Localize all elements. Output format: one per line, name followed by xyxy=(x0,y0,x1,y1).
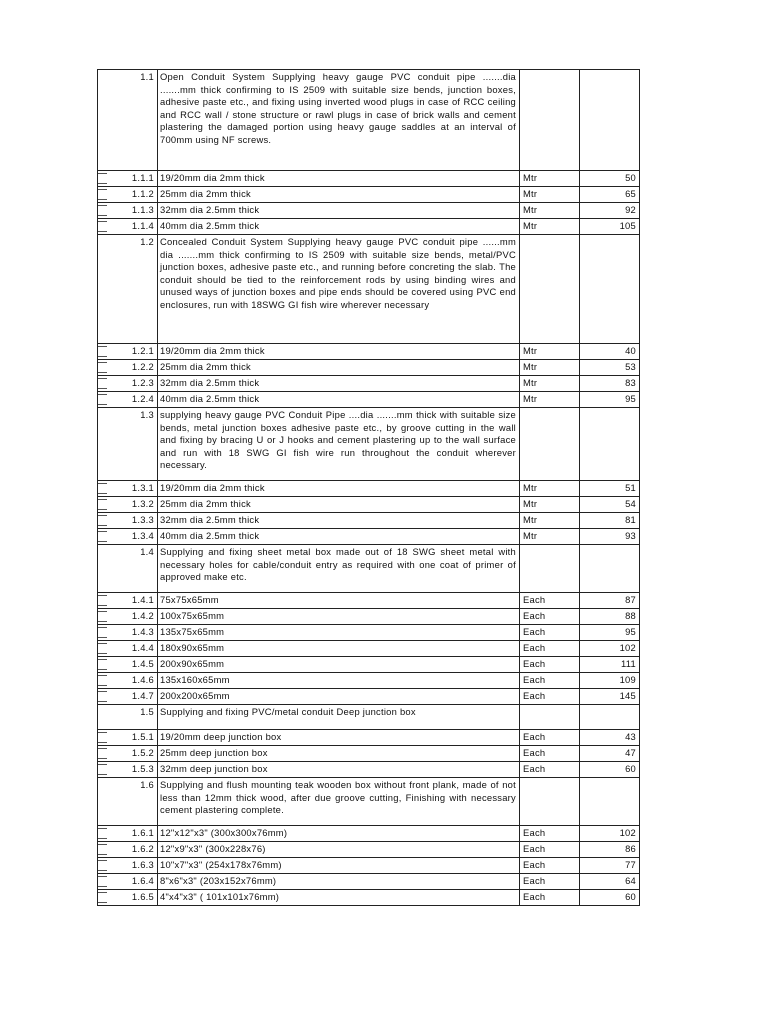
item-number-text: 1.4.4 xyxy=(131,642,154,653)
unit-cell: Each xyxy=(520,609,580,625)
unit-cell: Mtr xyxy=(520,497,580,513)
item-number xyxy=(98,235,158,344)
item-description: 12"x12"x3" (300x300x76mm) xyxy=(158,826,520,842)
row-checkbox[interactable] xyxy=(98,394,108,405)
unit-cell xyxy=(520,70,580,171)
item-number xyxy=(98,392,158,408)
unit-cell: Each xyxy=(520,673,580,689)
item-description: 75x75x65mm xyxy=(158,593,520,609)
row-checkbox[interactable] xyxy=(98,659,108,670)
rate-cell: 60 xyxy=(580,890,640,906)
rate-cell: 105 xyxy=(580,219,640,235)
item-number xyxy=(98,545,158,593)
item-number-text: 1.3.3 xyxy=(131,514,154,525)
item-number-text: 1.5 xyxy=(140,706,154,717)
item-row xyxy=(98,497,640,513)
row-checkbox[interactable] xyxy=(98,362,108,373)
row-checkbox[interactable] xyxy=(98,346,108,357)
item-description: 135x75x65mm xyxy=(158,625,520,641)
rate-cell: 93 xyxy=(580,529,640,545)
item-row xyxy=(98,625,640,641)
rate-cell: 50 xyxy=(580,171,640,187)
rate-cell: 81 xyxy=(580,513,640,529)
item-number-text: 1.1.1 xyxy=(131,172,154,183)
unit-cell xyxy=(520,778,580,826)
item-number-text: 1.3.2 xyxy=(131,498,154,509)
item-number xyxy=(98,858,158,874)
item-number-text: 1.4 xyxy=(140,546,154,557)
item-number-text: 1.6.3 xyxy=(131,859,154,870)
row-checkbox[interactable] xyxy=(98,860,108,871)
rate-cell xyxy=(580,235,640,344)
unit-cell: Each xyxy=(520,842,580,858)
item-row xyxy=(98,858,640,874)
item-row xyxy=(98,593,640,609)
item-number xyxy=(98,689,158,705)
item-row xyxy=(98,529,640,545)
item-row xyxy=(98,376,640,392)
unit-cell: Each xyxy=(520,641,580,657)
item-number xyxy=(98,625,158,641)
item-number-text: 1.5.1 xyxy=(131,731,154,742)
rate-cell: 47 xyxy=(580,746,640,762)
rate-cell: 54 xyxy=(580,497,640,513)
row-checkbox[interactable] xyxy=(98,643,108,654)
item-number xyxy=(98,890,158,906)
rate-cell: 60 xyxy=(580,762,640,778)
unit-cell: Each xyxy=(520,762,580,778)
unit-cell: Each xyxy=(520,874,580,890)
item-description: 25mm dia 2mm thick xyxy=(158,497,520,513)
item-description: 8"x6"x3" (203x152x76mm) xyxy=(158,874,520,890)
item-row xyxy=(98,513,640,529)
row-checkbox[interactable] xyxy=(98,173,108,184)
item-description: 12"x9"x3" (300x228x76) xyxy=(158,842,520,858)
item-number-text: 1.6.5 xyxy=(131,891,154,902)
item-number xyxy=(98,609,158,625)
unit-cell: Mtr xyxy=(520,344,580,360)
item-number-text: 1.1 xyxy=(140,71,154,82)
row-checkbox[interactable] xyxy=(98,483,108,494)
item-row xyxy=(98,171,640,187)
row-checkbox[interactable] xyxy=(98,611,108,622)
item-number xyxy=(98,842,158,858)
rate-cell xyxy=(580,70,640,171)
item-number-text: 1.6.1 xyxy=(131,827,154,838)
item-number xyxy=(98,203,158,219)
unit-cell xyxy=(520,408,580,481)
rate-cell: 51 xyxy=(580,481,640,497)
unit-cell: Mtr xyxy=(520,187,580,203)
unit-cell: Each xyxy=(520,689,580,705)
item-number xyxy=(98,874,158,890)
item-number-text: 1.4.3 xyxy=(131,626,154,637)
section-description: Supplying and flush mounting teak wooden box without front plank, made of not less than 12mm thick wood, after due groove cutting, Finishing with necessary cement plastering complete. xyxy=(158,778,520,826)
unit-cell: Each xyxy=(520,826,580,842)
row-checkbox[interactable] xyxy=(98,531,108,542)
rate-cell: 109 xyxy=(580,673,640,689)
item-description: 32mm dia 2.5mm thick xyxy=(158,513,520,529)
item-description: 19/20mm dia 2mm thick xyxy=(158,344,520,360)
unit-cell: Each xyxy=(520,858,580,874)
item-row xyxy=(98,609,640,625)
rate-cell: 95 xyxy=(580,392,640,408)
item-number xyxy=(98,408,158,481)
row-checkbox[interactable] xyxy=(98,892,108,903)
item-description: 200x90x65mm xyxy=(158,657,520,673)
row-checkbox[interactable] xyxy=(98,595,108,606)
unit-cell: Mtr xyxy=(520,513,580,529)
section-row xyxy=(98,70,640,171)
item-row xyxy=(98,344,640,360)
rate-cell: 77 xyxy=(580,858,640,874)
item-number-text: 1.4.2 xyxy=(131,610,154,621)
item-description: 40mm dia 2.5mm thick xyxy=(158,392,520,408)
item-row xyxy=(98,657,640,673)
section-description: supplying heavy gauge PVC Conduit Pipe ....dia .......mm thick with suitable size bends, metal junction boxes adhesive paste etc., by groove cutting in the wall and fixing by bracing U or J hooks and cement plastering up to the wall surface and run with 18 SWG GI fish wire run throughout the conduit wherever necessary. xyxy=(158,408,520,481)
item-number xyxy=(98,171,158,187)
item-number xyxy=(98,826,158,842)
rate-cell: 83 xyxy=(580,376,640,392)
rate-cell: 102 xyxy=(580,826,640,842)
row-checkbox[interactable] xyxy=(98,378,108,389)
rate-cell xyxy=(580,705,640,730)
item-description: 32mm deep junction box xyxy=(158,762,520,778)
item-number-text: 1.6.2 xyxy=(131,843,154,854)
item-number xyxy=(98,778,158,826)
rate-cell: 88 xyxy=(580,609,640,625)
rate-cell: 92 xyxy=(580,203,640,219)
item-number-text: 1.1.2 xyxy=(131,188,154,199)
unit-cell: Mtr xyxy=(520,481,580,497)
item-number xyxy=(98,376,158,392)
unit-cell: Mtr xyxy=(520,203,580,219)
item-description: 19/20mm deep junction box xyxy=(158,730,520,746)
unit-cell xyxy=(520,235,580,344)
item-row xyxy=(98,842,640,858)
item-description: 32mm dia 2.5mm thick xyxy=(158,203,520,219)
item-number-text: 1.6.4 xyxy=(131,875,154,886)
item-number-text: 1.2.2 xyxy=(131,361,154,372)
item-description: 4"x4"x3" ( 101x101x76mm) xyxy=(158,890,520,906)
item-description: 19/20mm dia 2mm thick xyxy=(158,171,520,187)
row-checkbox[interactable] xyxy=(98,205,108,216)
item-description: 32mm dia 2.5mm thick xyxy=(158,376,520,392)
item-number xyxy=(98,746,158,762)
row-checkbox[interactable] xyxy=(98,691,108,702)
item-number xyxy=(98,730,158,746)
rate-cell xyxy=(580,778,640,826)
unit-cell: Mtr xyxy=(520,529,580,545)
section-description: Concealed Conduit System Supplying heavy gauge PVC conduit pipe ......mm dia .......mm thick confirming to IS 2509 with suitable size bends, metal/PVC junction boxes, adhesive paste etc., and running before concreting the slab. The conduit should be tied to the reinforcement rods by using binding wires and unused ways of junction boxes and pipe ends should be covered using PVC end enclosures, run with 18SWG GI fish wire wherever necessary xyxy=(158,235,520,344)
row-checkbox[interactable] xyxy=(98,844,108,855)
row-checkbox[interactable] xyxy=(98,748,108,759)
row-checkbox[interactable] xyxy=(98,221,108,232)
unit-cell: Mtr xyxy=(520,360,580,376)
unit-cell: Each xyxy=(520,890,580,906)
section-description: Supplying and fixing PVC/metal conduit Deep junction box xyxy=(158,705,520,730)
row-checkbox[interactable] xyxy=(98,627,108,638)
item-number xyxy=(98,529,158,545)
item-row xyxy=(98,826,640,842)
item-number-text: 1.5.3 xyxy=(131,763,154,774)
item-description: 25mm dia 2mm thick xyxy=(158,360,520,376)
rate-cell: 64 xyxy=(580,874,640,890)
unit-cell xyxy=(520,705,580,730)
item-description: 40mm dia 2.5mm thick xyxy=(158,219,520,235)
item-row xyxy=(98,360,640,376)
item-number xyxy=(98,481,158,497)
section-description: Supplying and fixing sheet metal box made out of 18 SWG sheet metal with necessary holes for cable/conduit entry as required with one coat of primer of approved make etc. xyxy=(158,545,520,593)
unit-cell: Each xyxy=(520,657,580,673)
item-row xyxy=(98,203,640,219)
row-checkbox[interactable] xyxy=(98,189,108,200)
row-checkbox[interactable] xyxy=(98,828,108,839)
rate-cell xyxy=(580,545,640,593)
rate-cell: 43 xyxy=(580,730,640,746)
item-row xyxy=(98,187,640,203)
section-row xyxy=(98,545,640,593)
rate-cell xyxy=(580,408,640,481)
rate-cell: 95 xyxy=(580,625,640,641)
item-number xyxy=(98,513,158,529)
item-number-text: 1.3 xyxy=(140,409,154,420)
item-number-text: 1.4.1 xyxy=(131,594,154,605)
item-number-text: 1.2.4 xyxy=(131,393,154,404)
item-number-text: 1.2.1 xyxy=(131,345,154,356)
item-description: 10"x7"x3" (254x178x76mm) xyxy=(158,858,520,874)
item-description: 180x90x65mm xyxy=(158,641,520,657)
item-row xyxy=(98,730,640,746)
rate-cell: 111 xyxy=(580,657,640,673)
item-number xyxy=(98,673,158,689)
item-number xyxy=(98,593,158,609)
item-number-text: 1.2 xyxy=(140,236,154,247)
item-number xyxy=(98,497,158,513)
item-number xyxy=(98,762,158,778)
section-description: Open Conduit System Supplying heavy gauge PVC conduit pipe .......dia .......mm thick confirming to IS 2509 with suitable size bends, junction boxes, adhesive paste etc., and fixing using inverted wood plugs in case of RCC ceiling and RCC wall / stone structure or rawl plugs in case of brick walls and cement plastering the damaged portion using heavy gauge saddles at an interval of 700mm using NF screws. xyxy=(158,70,520,171)
rate-schedule-body xyxy=(98,70,640,906)
item-number xyxy=(98,70,158,171)
rate-cell: 40 xyxy=(580,344,640,360)
item-row xyxy=(98,481,640,497)
item-row xyxy=(98,746,640,762)
section-row xyxy=(98,408,640,481)
item-row xyxy=(98,890,640,906)
section-row xyxy=(98,235,640,344)
row-checkbox[interactable] xyxy=(98,515,108,526)
item-number-text: 1.2.3 xyxy=(131,377,154,388)
item-number-text: 1.3.1 xyxy=(131,482,154,493)
item-number xyxy=(98,187,158,203)
unit-cell: Each xyxy=(520,593,580,609)
item-description: 100x75x65mm xyxy=(158,609,520,625)
row-checkbox[interactable] xyxy=(98,876,108,887)
item-number xyxy=(98,360,158,376)
rate-cell: 102 xyxy=(580,641,640,657)
rate-cell: 65 xyxy=(580,187,640,203)
rate-schedule-table xyxy=(97,69,640,906)
item-description: 19/20mm dia 2mm thick xyxy=(158,481,520,497)
item-number xyxy=(98,657,158,673)
item-number-text: 1.3.4 xyxy=(131,530,154,541)
item-number-text: 1.4.6 xyxy=(131,674,154,685)
unit-cell: Mtr xyxy=(520,392,580,408)
unit-cell: Mtr xyxy=(520,219,580,235)
section-row xyxy=(98,705,640,730)
rate-cell: 145 xyxy=(580,689,640,705)
rate-cell: 53 xyxy=(580,360,640,376)
item-number-text: 1.4.5 xyxy=(131,658,154,669)
item-number-text: 1.1.3 xyxy=(131,204,154,215)
item-row xyxy=(98,641,640,657)
item-number xyxy=(98,219,158,235)
item-row xyxy=(98,392,640,408)
item-row xyxy=(98,762,640,778)
unit-cell: Mtr xyxy=(520,376,580,392)
row-checkbox[interactable] xyxy=(98,675,108,686)
row-checkbox[interactable] xyxy=(98,499,108,510)
item-row xyxy=(98,689,640,705)
item-description: 25mm deep junction box xyxy=(158,746,520,762)
item-number-text: 1.6 xyxy=(140,779,154,790)
row-checkbox[interactable] xyxy=(98,764,108,775)
rate-schedule-sheet xyxy=(97,69,640,906)
item-number xyxy=(98,641,158,657)
item-description: 200x200x65mm xyxy=(158,689,520,705)
item-number-text: 1.1.4 xyxy=(131,220,154,231)
unit-cell: Each xyxy=(520,625,580,641)
item-row xyxy=(98,874,640,890)
rate-cell: 87 xyxy=(580,593,640,609)
item-number xyxy=(98,344,158,360)
item-number-text: 1.5.2 xyxy=(131,747,154,758)
item-description: 135x160x65mm xyxy=(158,673,520,689)
unit-cell: Each xyxy=(520,746,580,762)
item-number xyxy=(98,705,158,730)
item-description: 25mm dia 2mm thick xyxy=(158,187,520,203)
item-number-text: 1.4.7 xyxy=(131,690,154,701)
item-row xyxy=(98,219,640,235)
unit-cell xyxy=(520,545,580,593)
item-description: 40mm dia 2.5mm thick xyxy=(158,529,520,545)
unit-cell: Mtr xyxy=(520,171,580,187)
rate-cell: 86 xyxy=(580,842,640,858)
item-row xyxy=(98,673,640,689)
unit-cell: Each xyxy=(520,730,580,746)
row-checkbox[interactable] xyxy=(98,732,108,743)
section-row xyxy=(98,778,640,826)
